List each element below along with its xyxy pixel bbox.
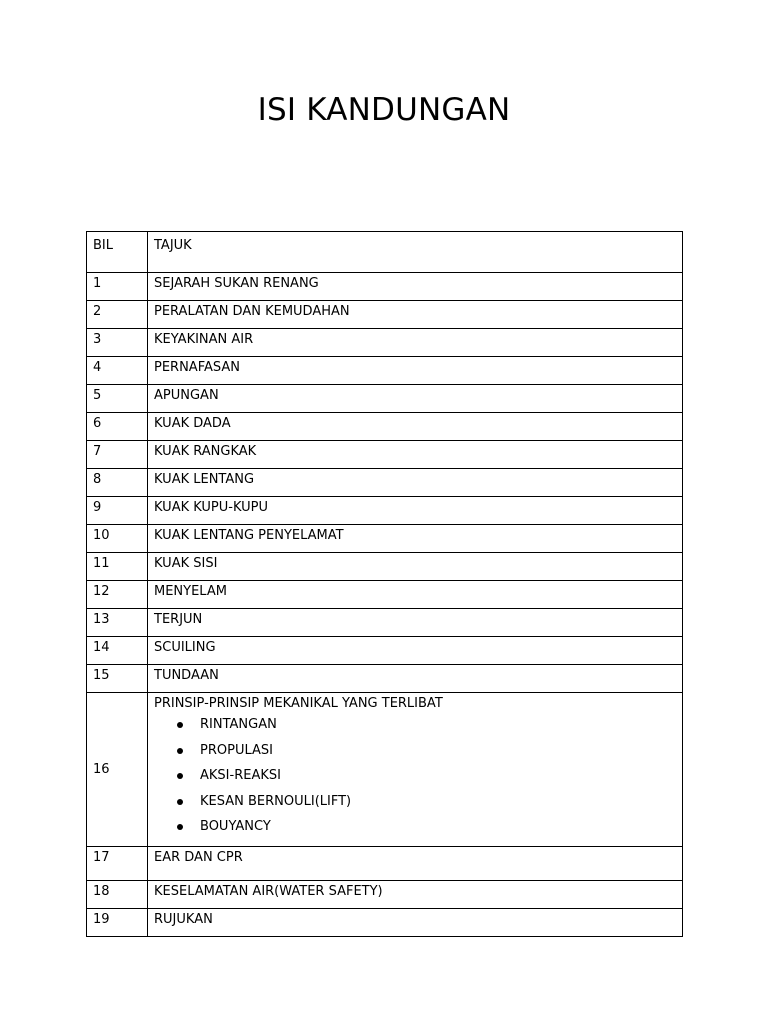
subitem-label: AKSI-REAKSI — [200, 768, 281, 783]
row-title: EAR DAN CPR — [148, 847, 683, 881]
row-title: KUAK DADA — [148, 413, 683, 441]
row-number: 8 — [87, 469, 148, 497]
table-row — [87, 881, 683, 909]
table-row — [87, 329, 683, 357]
bullet-icon — [177, 773, 183, 779]
row-title: KUAK LENTANG PENYELAMAT — [148, 525, 683, 553]
row-title: PERNAFASAN — [148, 357, 683, 385]
row-title: PRINSIP-PRINSIP MEKANIKAL YANG TERLIBAT — [154, 696, 443, 711]
row-title: KUAK SISI — [148, 553, 683, 581]
table-row — [87, 273, 683, 301]
row-title: SEJARAH SUKAN RENANG — [148, 273, 683, 301]
row-title: TUNDAAN — [148, 665, 683, 693]
table-row — [87, 441, 683, 469]
row-title: KUAK KUPU-KUPU — [148, 497, 683, 525]
table-row — [87, 413, 683, 441]
header-bil: BIL — [87, 232, 148, 273]
row-number: 12 — [87, 581, 148, 609]
row-title: SCUILING — [148, 637, 683, 665]
subitem-label: BOUYANCY — [200, 819, 271, 834]
row-title: APUNGAN — [148, 385, 683, 413]
row-title: KESELAMATAN AIR(WATER SAFETY) — [148, 881, 683, 909]
row-title: TERJUN — [148, 609, 683, 637]
row-number: 4 — [87, 357, 148, 385]
list-item — [154, 818, 676, 844]
table-row — [87, 847, 683, 881]
bullet-icon — [177, 824, 183, 830]
list-item — [154, 716, 676, 742]
row-number: 19 — [87, 909, 148, 937]
row-title: KUAK LENTANG — [148, 469, 683, 497]
row-title: RUJUKAN — [148, 909, 683, 937]
row-number: 15 — [87, 665, 148, 693]
row-number: 5 — [87, 385, 148, 413]
contents-table — [86, 231, 683, 937]
bullet-icon — [177, 748, 183, 754]
table-row — [87, 637, 683, 665]
row-number: 9 — [87, 497, 148, 525]
table-row — [87, 301, 683, 329]
table-row — [87, 553, 683, 581]
table-row — [87, 609, 683, 637]
row-number: 13 — [87, 609, 148, 637]
table-row — [87, 385, 683, 413]
subitem-list — [154, 716, 676, 844]
subitem-label: RINTANGAN — [200, 717, 277, 732]
table-row — [87, 665, 683, 693]
list-item — [154, 742, 676, 768]
table-row — [87, 581, 683, 609]
table-row — [87, 693, 683, 847]
row-number: 2 — [87, 301, 148, 329]
page-title: ISI KANDUNGAN — [257, 92, 511, 128]
subitem-label: PROPULASI — [200, 742, 273, 758]
bullet-icon — [177, 799, 183, 805]
row-number: 7 — [87, 441, 148, 469]
bullet-icon — [177, 722, 183, 728]
row-number: 14 — [87, 637, 148, 665]
table-row — [87, 357, 683, 385]
row-title: KEYAKINAN AIR — [148, 329, 683, 357]
table-row — [87, 497, 683, 525]
table-row — [87, 909, 683, 937]
row-title-cell — [148, 693, 683, 847]
table-header-row — [87, 232, 683, 273]
subitem-label: KESAN BERNOULI(LIFT) — [200, 793, 352, 809]
header-tajuk: TAJUK — [148, 232, 683, 273]
list-item — [154, 793, 676, 819]
row-number: 10 — [87, 525, 148, 553]
row-number: 16 — [87, 693, 148, 847]
row-number: 18 — [87, 881, 148, 909]
table-row — [87, 525, 683, 553]
row-number: 6 — [87, 413, 148, 441]
row-number: 11 — [87, 553, 148, 581]
table-row — [87, 469, 683, 497]
list-item — [154, 767, 676, 793]
row-number: 3 — [87, 329, 148, 357]
row-title: KUAK RANGKAK — [148, 441, 683, 469]
row-number: 17 — [87, 847, 148, 881]
row-title: MENYELAM — [148, 581, 683, 609]
row-title: PERALATAN DAN KEMUDAHAN — [148, 301, 683, 329]
row-number: 1 — [87, 273, 148, 301]
